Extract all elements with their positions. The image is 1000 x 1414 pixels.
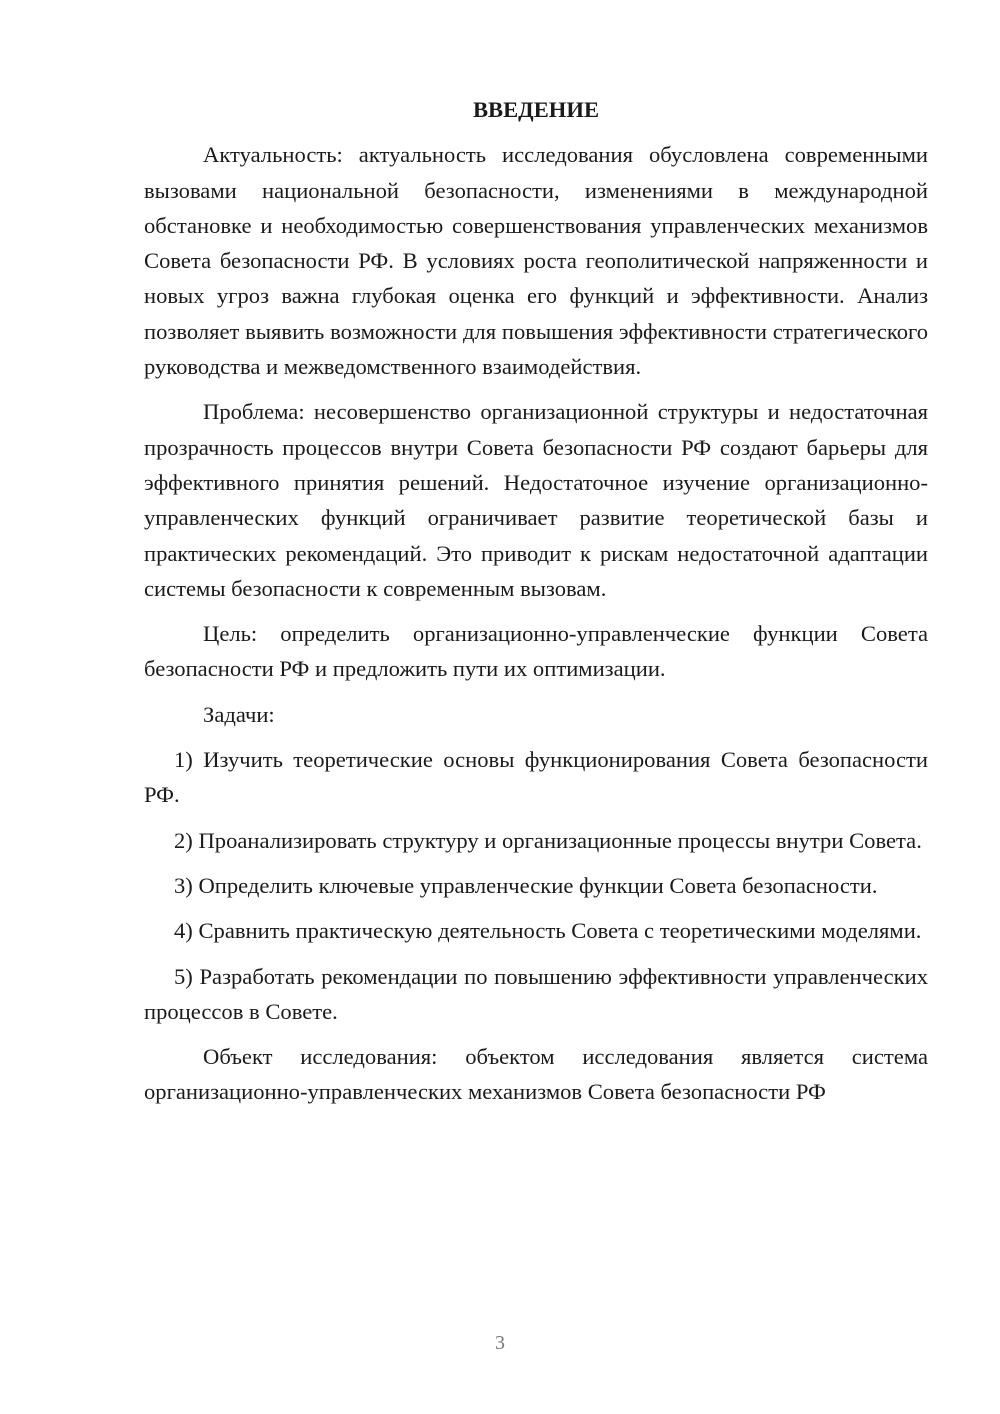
task-item-4: 4) Сравнить практическую деятельность Совета с теоретическими моделями. [174, 918, 922, 944]
goal-paragraph: Цель: определить организационно-управленческие функции Совета безопасности РФ и предложить пути их оптимизации. [144, 621, 928, 682]
task-item-5: 5) Разработать рекомендации по повышению эффективности управленческих процессов в Совете. [144, 963, 928, 1024]
task-item-3: 3) Определить ключевые управленческие функции Совета безопасности. [174, 872, 878, 898]
object-paragraph: Объект исследования: объектом исследования является система организационно-управленческих механизмов Совета безопасности РФ [144, 1044, 928, 1105]
page-number: 3 [495, 1332, 505, 1354]
page-content [144, 92, 928, 1120]
tasks-heading: Задачи: [203, 701, 275, 727]
relevance-paragraph: Актуальность: актуальность исследования обусловлена современными вызовами национальной безопасности, изменениями в международной обстановке и необходимостью совершенствования управленческих механизмов Совета безопасности РФ. В условиях роста геополитической напряженности и новых угроз важна глубокая оценка его функций и эффективности. Анализ позволяет выявить возможности для повышения эффективности стратегического руководства и межведомственного взаимодействия. [144, 142, 928, 380]
task-item-2: 2) Проанализировать структуру и организационные процессы внутри Совета. [174, 827, 922, 853]
problem-paragraph: Проблема: несовершенство организационной структуры и недостаточная прозрачность процессов внутри Совета безопасности РФ создают барьеры для эффективного принятия решений. Недостаточное изучение организационно-управленческих функций ограничивает развитие теоретической базы и практических рекомендаций. Это приводит к рискам недостаточной адаптации системы безопасности к современным вызовам. [144, 399, 928, 601]
section-title: ВВЕДЕНИЕ [472, 97, 600, 122]
task-item-1: 1) Изучить теоретические основы функционирования Совета безопасности РФ. [144, 747, 928, 808]
